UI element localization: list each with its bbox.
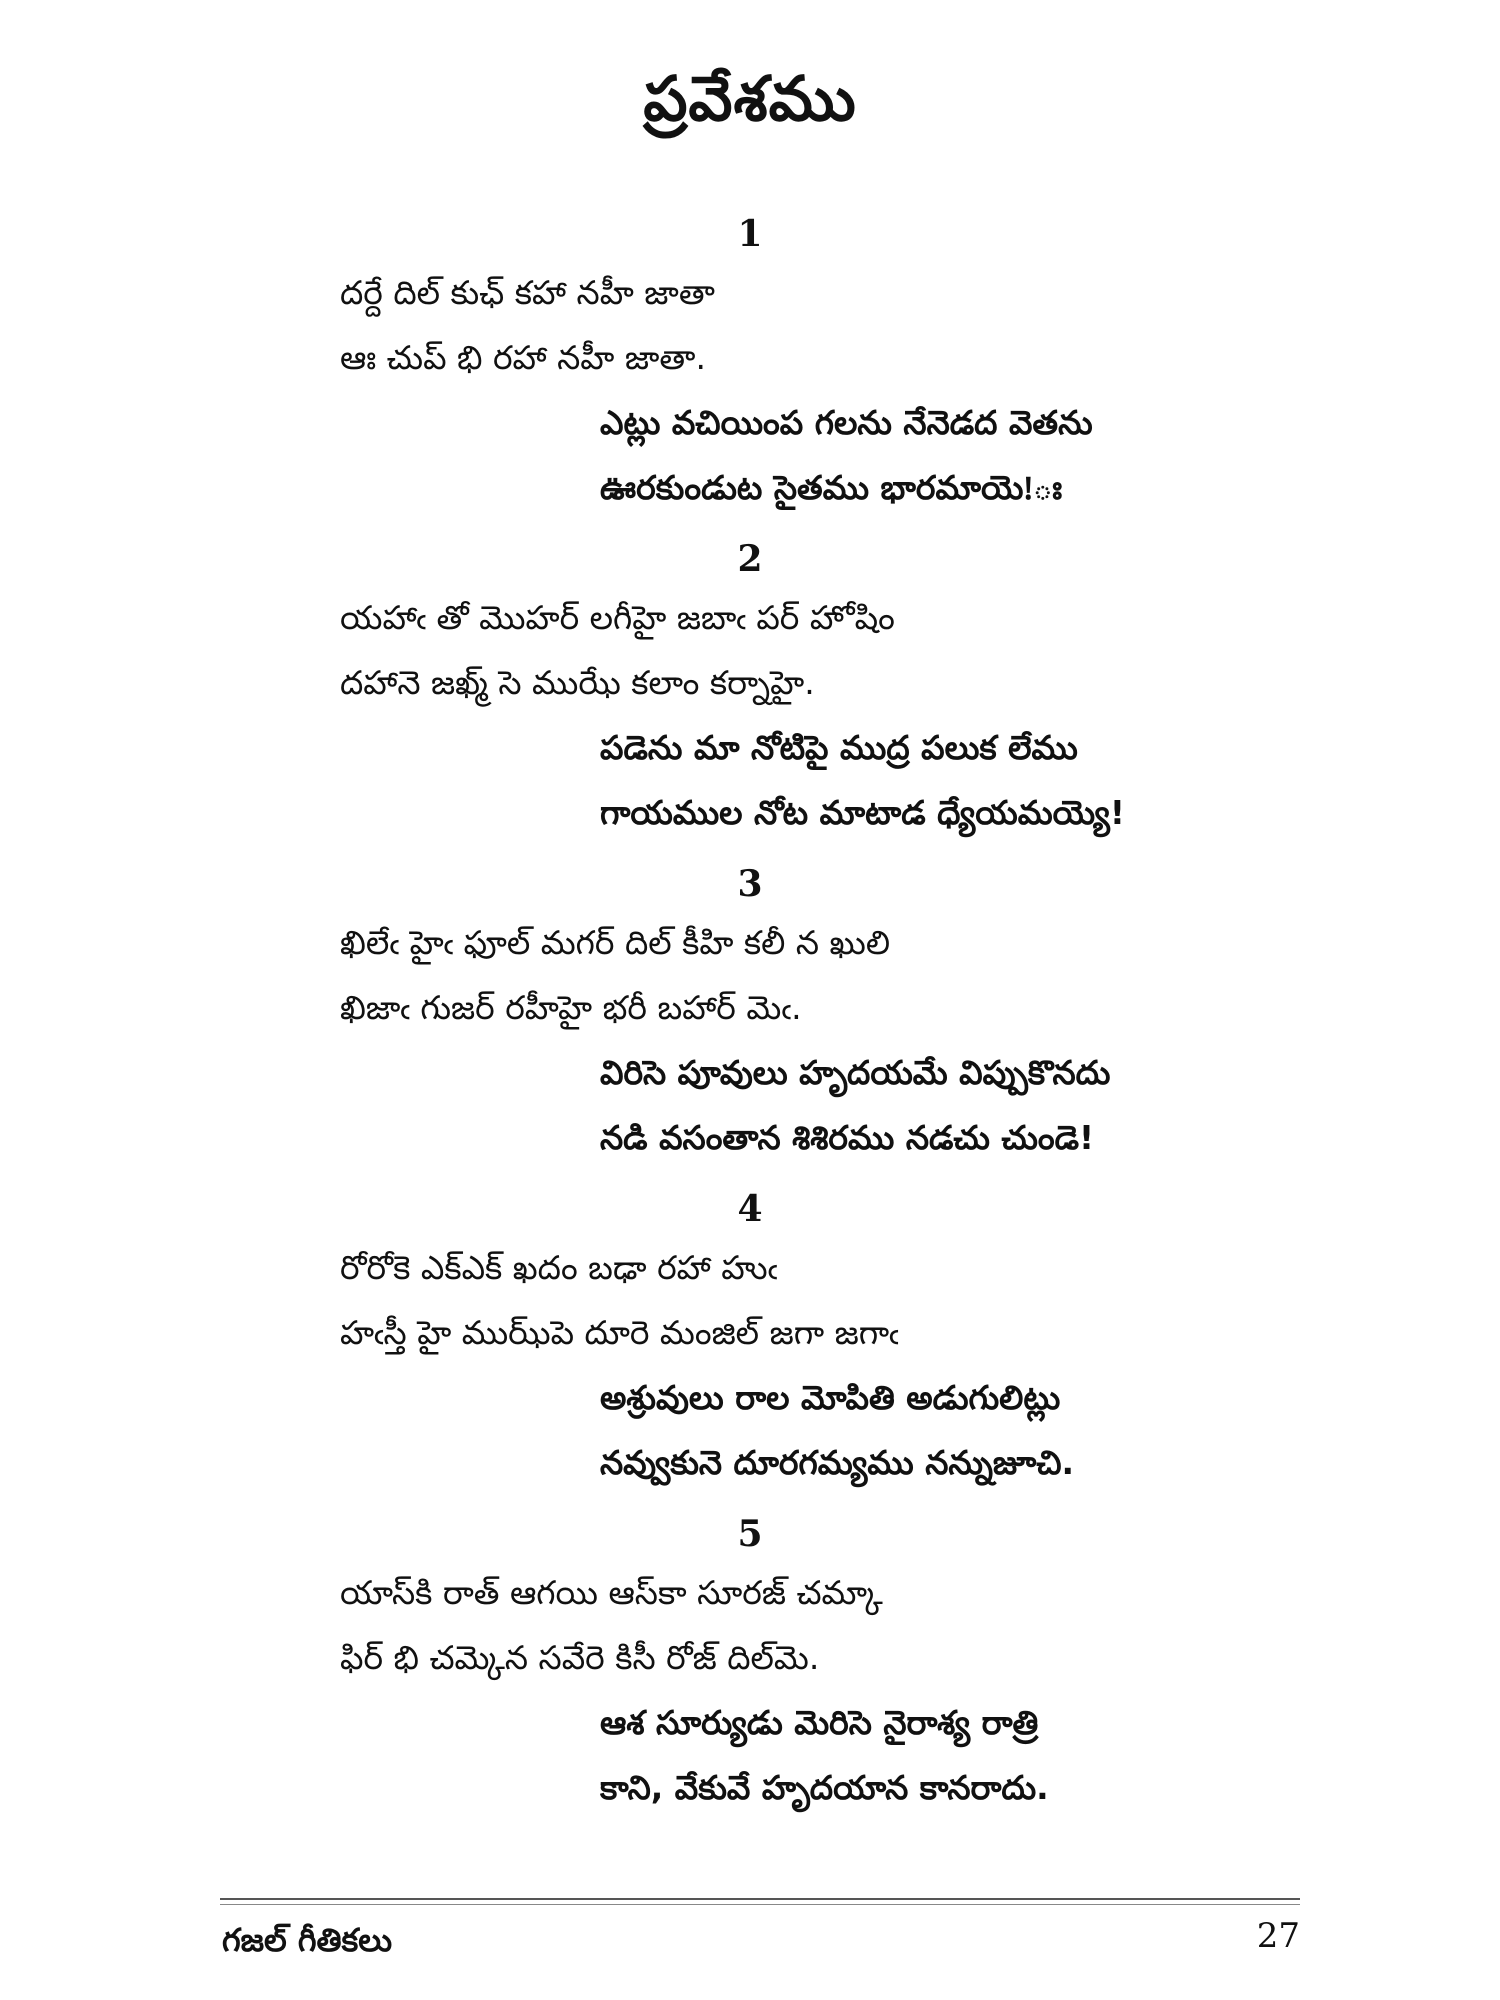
translation-line: గాయముల నోట మాటాడ ధ్యేయమయ్యె! (600, 793, 1125, 832)
translation-line: నడి వసంతాన శిశిరము నడచు చుండె! (600, 1118, 1095, 1157)
translation-line: పడెను మా నోటిపై ముద్ర పలుక లేము (600, 728, 1078, 767)
footer-divider (220, 1898, 1300, 1900)
stanza-number: 2 (737, 538, 763, 580)
stanza-2 (0, 537, 1500, 853)
original-line: ఆః చుప్ భి రహా నహీ జాతా. (340, 338, 706, 377)
translation-line: కాని, వేకువే హృదయాన కానరాదు. (600, 1768, 1049, 1807)
original-line: ఖిలేఁ హైఁ ఫూల్ మగర్ దిల్ కీహి కలీ న ఖులి (340, 923, 891, 962)
stanza-5 (0, 1512, 1500, 1828)
translation-line: ఊరకుండుట సైతము భారమాయె!ః (600, 468, 1063, 507)
original-line: ఖిజాఁ గుజర్ రహీహై భరీ బహార్ మెఁ. (340, 988, 802, 1027)
page-title: ప్రవేశము (643, 62, 857, 135)
stanza-3 (0, 862, 1500, 1178)
translation-line: అశ్రువులు రాల మోపితి అడుగులిట్లు (600, 1378, 1061, 1417)
stanza-4 (0, 1187, 1500, 1503)
translation-line: విరిసె పూవులు హృదయమే విప్పుకొనదు (600, 1053, 1111, 1092)
original-line: రోరోకె ఎక్ఎక్ ఖదం బఢా రహా హుఁ (340, 1248, 778, 1287)
stanza-number: 5 (737, 1513, 763, 1555)
translation-line: ఆశ సూర్యుడు మెరిసె నైరాశ్య రాత్రి (600, 1703, 1039, 1742)
original-line: యాస్‌కి రాత్ ఆగయి ఆస్‌కా సూరజ్ చమ్కా (340, 1573, 883, 1612)
stanza-number: 1 (737, 213, 763, 255)
original-line: ఫిర్ భి చమ్కెన సవేరె కిసీ రోజ్ దిల్‌మె. (340, 1638, 820, 1677)
page-number: 27 (1256, 1916, 1300, 1956)
footer-divider (220, 1904, 1300, 1905)
original-line: యహాఁ తో మొహర్ లగీహై జబాఁ పర్ హోషిం (340, 598, 895, 637)
stanza-1 (0, 212, 1500, 528)
stanza-number: 3 (737, 863, 763, 905)
translation-line: ఎట్లు వచియింప గలను నేనెడద వెతను (600, 403, 1093, 442)
original-line: దర్దే దిల్ కుఛ్ కహా నహీ జాతా (340, 273, 715, 312)
original-line: దహానె జఖ్మ్ సె ముఝే కలాం కర్నాహై. (340, 663, 815, 702)
stanza-number: 4 (737, 1188, 763, 1230)
original-line: హఁస్తీ హై ముఝ్‌పె దూరె మంజిల్ జగా జగాఁ (340, 1313, 899, 1352)
translation-line: నవ్వుకునె దూరగమ్యము నన్నుజూచి. (600, 1443, 1075, 1482)
running-footer-title: గజల్ గీతికలు (222, 1921, 393, 1959)
